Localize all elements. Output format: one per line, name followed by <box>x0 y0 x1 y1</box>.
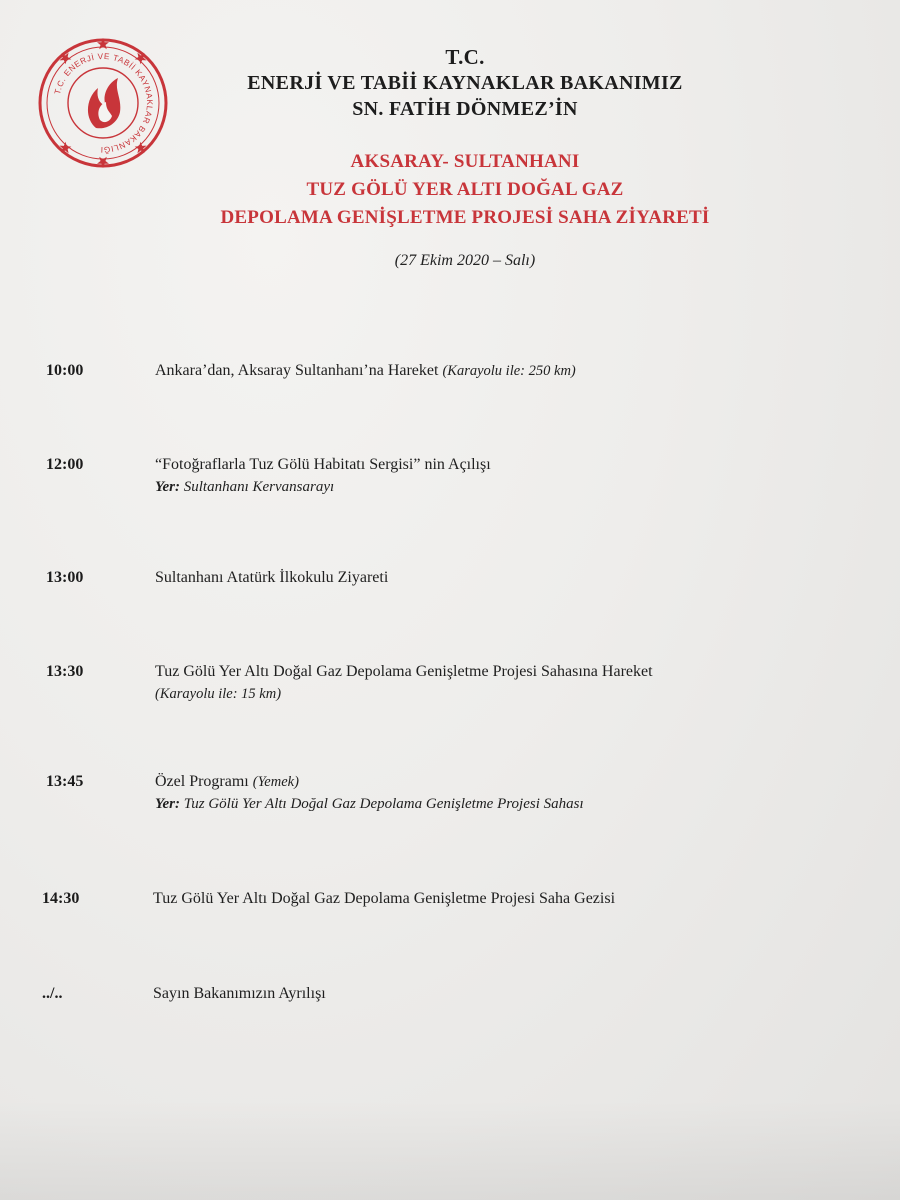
schedule-place-value: Tuz Gölü Yer Altı Doğal Gaz Depolama Genişletme Projesi Sahası <box>183 796 584 812</box>
schedule-time: ../.. <box>42 985 63 1002</box>
schedule-activity: Özel Programı <box>155 773 249 790</box>
schedule-place-label: Yer: <box>155 479 180 495</box>
header-line-minister-name: SN. FATİH DÖNMEZ’İN <box>352 98 578 120</box>
schedule-time: 14:30 <box>42 890 80 907</box>
schedule-activity: Tuz Gölü Yer Altı Doğal Gaz Depolama Genişletme Projesi Sahasına Hareket <box>155 663 653 680</box>
schedule-description <box>155 661 855 705</box>
schedule-time: 10:00 <box>46 362 84 379</box>
schedule-activity: Sayın Bakanımızın Ayrılışı <box>153 985 326 1002</box>
schedule-description <box>153 983 853 1005</box>
schedule-place-value: Sultanhanı Kervansarayı <box>183 479 335 495</box>
schedule-time: 13:30 <box>46 663 84 680</box>
schedule-time: 13:00 <box>46 569 84 586</box>
project-title-line-2: TUZ GÖLÜ YER ALTI DOĞAL GAZ <box>306 179 624 200</box>
schedule-place-label: Yer: <box>155 796 180 812</box>
schedule-description <box>155 771 855 815</box>
header-line-tc: T.C. <box>445 45 485 69</box>
schedule-activity: Sultanhanı Atatürk İlkokulu Ziyareti <box>155 569 389 586</box>
seal-emblem-icon <box>88 78 120 128</box>
schedule-place <box>155 476 855 498</box>
schedule-time: 12:00 <box>46 456 84 473</box>
schedule-activity: “Fotoğraflarla Tuz Gölü Habitatı Sergisi” nin Açılışı <box>155 456 491 473</box>
schedule-place <box>155 793 855 815</box>
program-date: (27 Ekim 2020 – Salı) <box>394 252 536 269</box>
project-title-line-1: AKSARAY- SULTANHANI <box>350 151 580 172</box>
page-shadow <box>0 1100 900 1200</box>
schedule-note: (Karayolu ile: 15 km) <box>155 686 282 702</box>
seal-ring-text: T.C. ENERJİ VE TABİİ KAYNAKLAR BAKANLIĞI <box>52 51 155 155</box>
schedule-description <box>155 454 855 498</box>
project-title <box>120 148 810 232</box>
schedule-description <box>153 888 853 910</box>
schedule-description <box>155 360 855 382</box>
schedule-description <box>155 567 855 589</box>
schedule-note: (Karayolu ile: 250 km) <box>442 363 576 379</box>
schedule-note: (Yemek) <box>252 774 299 790</box>
document-header <box>120 44 810 122</box>
project-title-line-3: DEPOLAMA GENİŞLETME PROJESİ SAHA ZİYARETİ <box>220 207 710 228</box>
header-line-ministry: ENERJİ VE TABİİ KAYNAKLAR BAKANIMIZ <box>247 72 683 94</box>
schedule-time: 13:45 <box>46 773 84 790</box>
schedule-activity: Tuz Gölü Yer Altı Doğal Gaz Depolama Genişletme Projesi Saha Gezisi <box>153 890 616 907</box>
schedule-activity: Ankara’dan, Aksaray Sultanhanı’na Hareket <box>155 362 439 379</box>
